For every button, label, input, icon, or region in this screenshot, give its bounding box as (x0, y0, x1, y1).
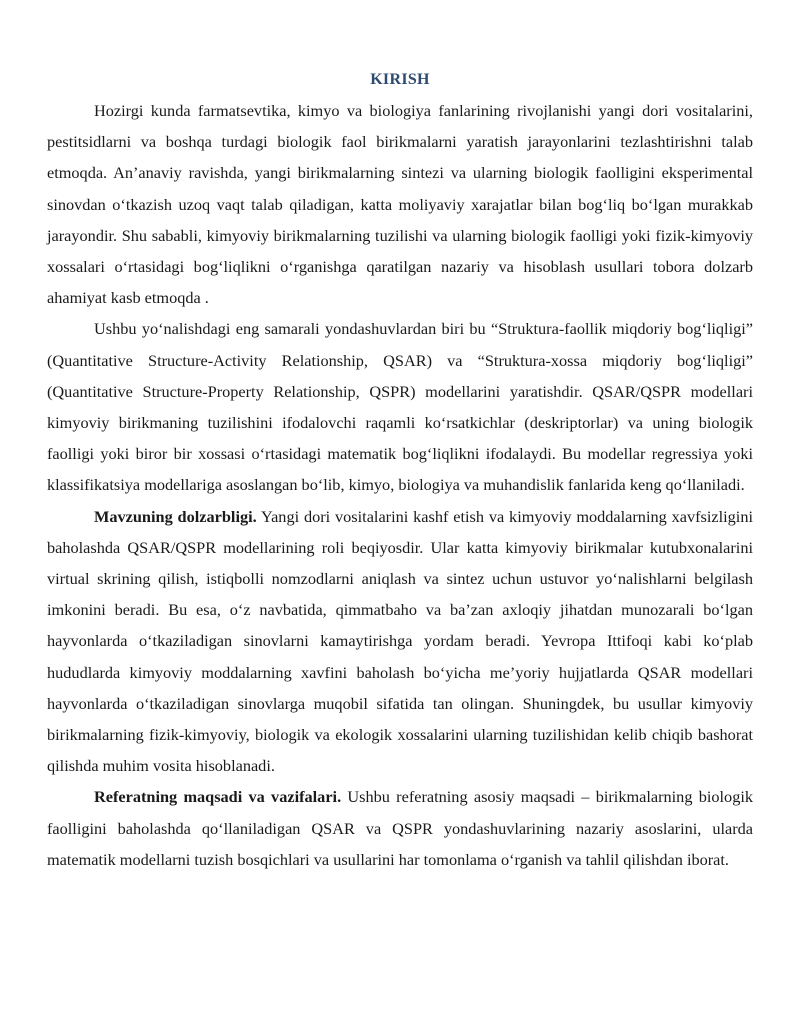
paragraph-intro (47, 95, 753, 313)
paragraph-text: Yangi dori vositalarini kashf etish va kimyoviy moddalarning xavfsizligini baholashda QSAR/QSPR modellarining roli beqiyosdir. Ular katta kimyoviy birikmalar kutubxonalarini virtual skrining qilish, istiqbolli nomzodlarni aniqlash va sintez uchun ustuvor yo‘nalishlarni belgilash imkonini beradi. Bu esa, o‘z navbatida, qimmatbaho va ba’zan axloqiy jihatdan munozarali bo‘lgan hayvonlarda o‘tkaziladigan sinovlarni kamaytirishga yordam beradi. Yevropa Ittifoqi kabi ko‘plab hududlarda kimyoviy moddalarning xavfini baholash bo‘yicha me’yoriy hujjatlarda QSAR modellari hayvonlarda o‘tkaziladigan sinovlarga muqobil sifatida tan olingan. Shuningdek, bu usullar kimyoviy birikmalarning fizik-kimyoviy, biologik va ekologik xossalarini ularning tuzilishidan kelib chiqib bashorat qilishda muhim vosita hisoblanadi. (47, 506, 753, 776)
section-title: KIRISH (370, 71, 430, 88)
paragraph-lead-goals: Referatning maqsadi va vazifalari. (94, 787, 342, 807)
paragraph-relevance (47, 501, 753, 782)
paragraph-goals (47, 781, 753, 875)
paragraph-text: Ushbu referatning asosiy maqsadi – birikmalarning biologik faolligini baholashda qo‘llaniladigan QSAR va QSPR yondashuvlarining nazariy asoslarini, ularda matematik modellarni tuzish bosqichlari va usullarini har tomonlama o‘rganish va tahlil qilishdan iborat. (47, 787, 753, 869)
paragraph-text: Ushbu yo‘nalishdagi eng samarali yondashuvlardan biri bu “Struktura-faollik miqdoriy bog‘liqligi” (Quantitative Structure-Activity Relationship, QSAR) va “Struktura-xossa miqdoriy bog‘liqligi” (Quantitative Structure-Property Relationship, QSPR) modellarini yaratishdir. QSAR/QSPR modellari kimyoviy birikmaning tuzilishini ifodalovchi raqamli ko‘rsatkichlar (deskriptorlar) va uning biologik faolligi yoki biror bir xossasi o‘rtasidagi matematik bog‘liqlikni ifodalaydi. Bu modellar regressiya yoki klassifikatsiya modellariga asoslangan bo‘lib, kimyo, biologiya va muhandislik fanlarida keng qo‘llaniladi. (47, 319, 753, 495)
document-page (47, 64, 753, 875)
paragraph-lead-relevance: Mavzuning dolzarbligi. (94, 506, 257, 526)
paragraph-qsar (47, 313, 753, 500)
paragraph-text: Hozirgi kunda farmatsevtika, kimyo va biologiya fanlarining rivojlanishi yangi dori vositalarini, pestitsidlarni va boshqa turdagi biologik faol birikmalarni yaratish jarayonlarini tezlashtirishni talab etmoqda. An’anaviy ravishda, yangi birikmalarning sintezi va ularning biologik faolligini eksperimental sinovdan o‘tkazish uzoq vaqt talab qiladigan, katta moliyaviy xarajatlar bilan bog‘liq bo‘lgan murakkab jarayondir. Shu sababli, kimyoviy birikmalarning tuzilishi va ularning biologik faolligi yoki fizik-kimyoviy xossalari o‘rtasidagi bog‘liqlikni o‘rganishga qaratilgan nazariy va hisoblash usullari tobora dolzarb ahamiyat kasb etmoqda . (47, 101, 753, 308)
